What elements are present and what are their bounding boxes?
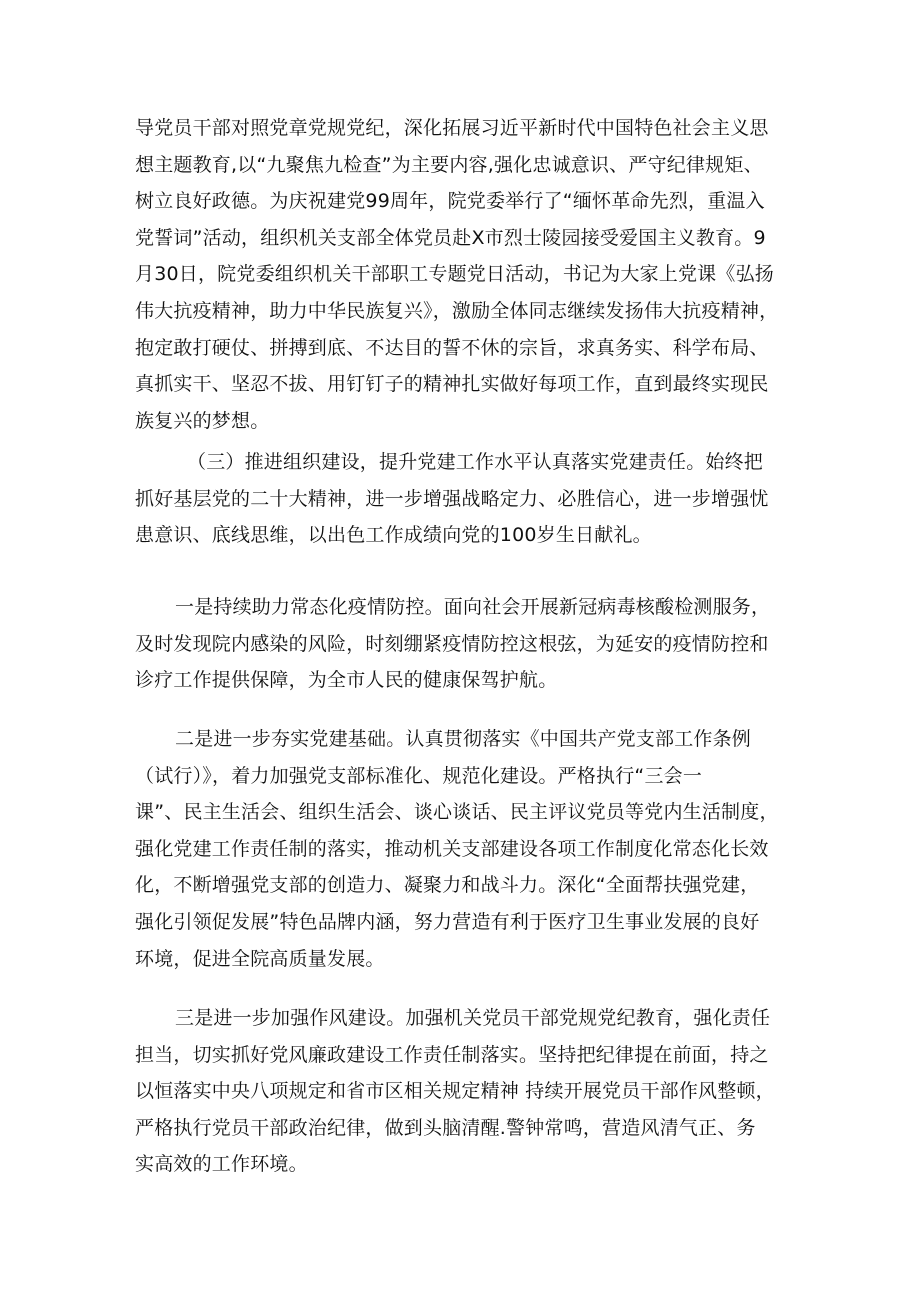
- text-line: 二是进一步夯实党建基础。认真贯彻落实《中国共产党支部工作条例: [175, 728, 752, 750]
- text-line: 三是进一步加强作风建设。加强机关党员干部党规党纪教育，强化责任: [175, 1007, 771, 1029]
- text-line: 及时发现院内感染的风险，时刻绷紧疫情防控这根弦，为延安的疫情防控和: [135, 632, 769, 655]
- text-line: 党誓词”活动，组织机关支部全体党员赴X市烈士陵园接受爱国主义教育。9: [135, 226, 766, 249]
- text-line: 担当，切实抓好党风廉政建设工作责任制落实。坚持把纪律提在前面，持之: [135, 1043, 769, 1066]
- text-line: 真抓实干、坚忍不拔、用钉钉子的精神扎实做好每项工作，直到最终实现民: [135, 373, 769, 396]
- text-line: （三）推进组织建设，提升党建工作水平认真落实党建责任。始终把: [187, 451, 764, 473]
- paragraph-party-foundation: [135, 721, 795, 977]
- text-line: 抓好基层党的二十大精神，进一步增强战略定力、必胜信心，进一步增强忧: [135, 487, 769, 510]
- text-line: 树立良好政德。为庆祝建党99周年，院党委举行了“缅怀革命先烈，重温入: [135, 190, 765, 213]
- text-line: 以恒落实中央八项规定和省市区相关规定精神 持续开展党员干部作风整顿，: [135, 1080, 775, 1103]
- text-line: 化，不断增强党支部的创造力、凝聚力和战斗力。深化“全面帮扶强党建，: [135, 874, 760, 897]
- text-line: 族复兴的梦想。: [135, 409, 270, 432]
- text-line: 抱定敢打硬仗、拼搏到底、不达目的誓不休的宗旨，求真务实、科学布局、: [135, 336, 769, 359]
- text-line: 月30日，院党委组织机关干部职工专题党日活动，书记为大家上党课《弘扬: [135, 263, 774, 286]
- text-line: 一是持续助力常态化疫情防控。面向社会开展新冠病毒核酸检测服务，: [175, 596, 771, 618]
- text-line: 患意识、底线思维，以出色工作成绩向党的100岁生日献礼。: [135, 524, 652, 547]
- text-line: 想主题教育,以“九聚焦九检查”为主要内容,强化忠诚意识、严守纪律规矩、: [135, 153, 763, 176]
- paragraph-party-education: [135, 110, 795, 439]
- text-line: 课”、民主生活会、组织生活会、谈心谈话、民主评议党员等党内生活制度，: [135, 801, 779, 824]
- text-line: 导党员干部对照党章党规党纪，深化拓展习近平新时代中国特色社会主义思: [135, 117, 769, 139]
- text-line: 严格执行党员干部政治纪律，做到头脑清醒.警钟常鸣，营造风清气正、务: [135, 1116, 756, 1139]
- text-line: 强化党建工作责任制的落实，推动机关支部建设各项工作制度化常态化长效: [135, 837, 769, 860]
- text-line: 诊疗工作提供保障，为全市人民的健康保驾护航。: [135, 669, 558, 692]
- paragraph-work-style: [135, 1000, 795, 1183]
- text-line: 实高效的工作环境。: [135, 1153, 308, 1176]
- text-line: 强化引领促发展”特色品牌内涵，努力营造有利于医疗卫生事业发展的良好: [135, 910, 760, 933]
- text-line: 伟大抗疫精神，助力中华民族复兴》，激励全体同志继续发扬伟大抗疫精神，: [135, 299, 779, 322]
- text-line: （试行）》，着力加强党支部标准化、规范化建设。严格执行“三会一: [135, 764, 703, 787]
- text-line: 环境，促进全院高质量发展。: [135, 947, 385, 970]
- paragraph-epidemic-prevention: [135, 589, 795, 699]
- paragraph-section-three: [135, 444, 795, 554]
